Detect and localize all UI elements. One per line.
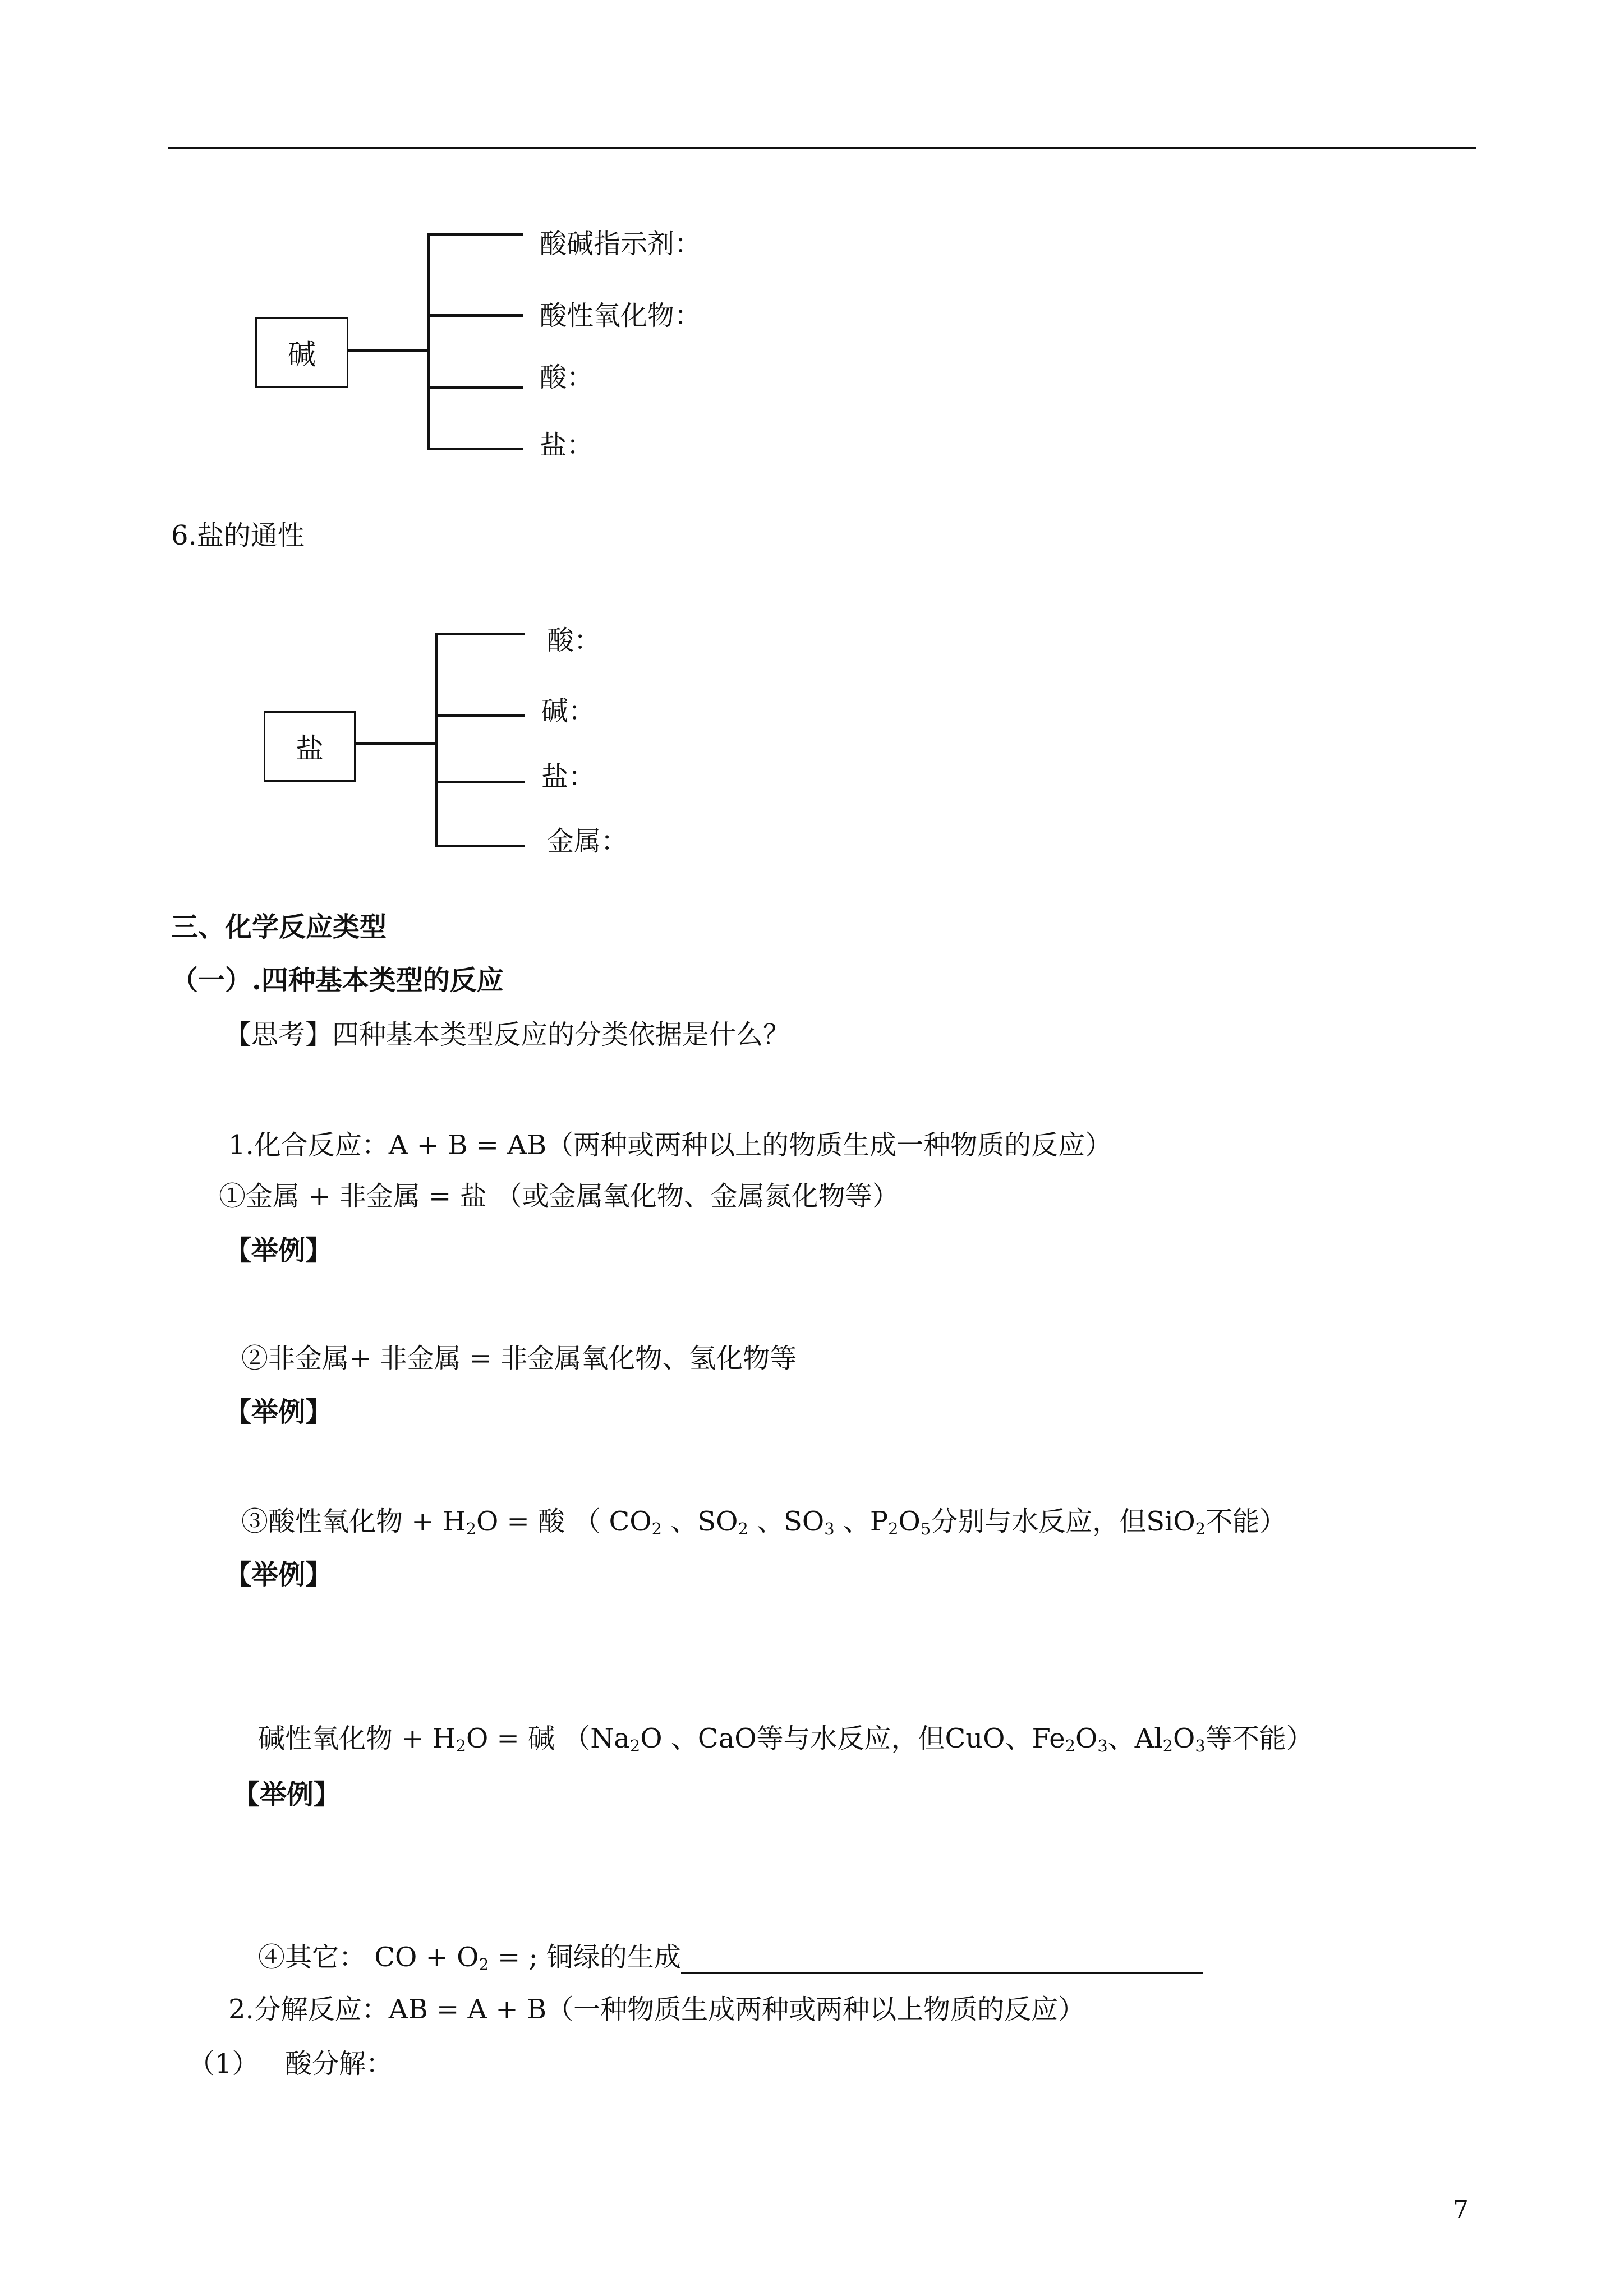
bracket-branch bbox=[427, 314, 523, 317]
section-heading: 三、化学反应类型 bbox=[171, 911, 387, 943]
connector-line bbox=[354, 742, 437, 745]
combination-item-1: ①金属 + 非金属 = 盐 （或金属氧化物、金属氮化物等） bbox=[219, 1181, 899, 1212]
decomposition-item-1-text: 酸分解： bbox=[285, 2048, 393, 2080]
branch-label: 盐： bbox=[540, 430, 594, 461]
example-label: 【举例】 bbox=[233, 1779, 341, 1810]
bracket-branch bbox=[427, 448, 523, 450]
section-title: 6.盐的通性 bbox=[171, 520, 305, 551]
branch-label: 酸性氧化物： bbox=[540, 300, 702, 331]
branch-label: 酸： bbox=[540, 362, 594, 393]
branch-label: 酸： bbox=[547, 625, 601, 656]
diagram-center-label: 盐 bbox=[296, 732, 324, 765]
basic-oxide-reaction: 碱性氧化物 + $H_2O$ = 碱 （$Na_2O$ 、CaO等与水反应，但CuO、$Fe_2O_3$、$Al_2O_3$等不能） bbox=[258, 1723, 1313, 1756]
branch-label: 酸碱指示剂： bbox=[540, 228, 702, 260]
bracket-branch bbox=[435, 714, 525, 717]
combination-title: 1.化合反应：A + B = AB（两种或两种以上的物质生成一种物质的反应） bbox=[228, 1129, 1112, 1161]
branch-label: 盐： bbox=[541, 761, 596, 792]
think-prompt: 【思考】四种基本类型反应的分类依据是什么？ bbox=[224, 1019, 790, 1050]
bracket-branch bbox=[435, 845, 525, 847]
diagram-center-box bbox=[255, 317, 348, 388]
page-number: 7 bbox=[1453, 2196, 1469, 2224]
subsection-heading: （一）.四种基本类型的反应 bbox=[171, 965, 504, 996]
branch-label: 金属： bbox=[547, 826, 628, 857]
bracket-branch bbox=[427, 233, 523, 236]
combination-other: ④其它： CO + $O_2$ = ; 铜绿的生成 bbox=[258, 1940, 1203, 1974]
example-label: 【举例】 bbox=[224, 1235, 333, 1266]
bracket-branch bbox=[427, 386, 523, 389]
combination-item-3: ③酸性氧化物 + $H_2O$ = 酸 （ $CO_2$ 、$SO_2$ 、$SO_3$ 、$P_2O_5$分别与水反应，但SiO$_2$不能） bbox=[241, 1506, 1287, 1539]
header-rule bbox=[168, 147, 1476, 149]
bracket-vertical bbox=[435, 633, 438, 847]
bracket-branch bbox=[435, 781, 525, 783]
combination-item-2: ②非金属+ 非金属 = 非金属氧化物、氢化物等 bbox=[241, 1343, 797, 1374]
connector-line bbox=[347, 349, 430, 352]
decomposition-title: 2.分解反应：AB = A + B（一种物质生成两种或两种以上物质的反应） bbox=[228, 1994, 1085, 2025]
diagram-center-box bbox=[264, 711, 356, 782]
fill-in-blank[interactable] bbox=[681, 1944, 1203, 1974]
decomposition-item-1-number: （1） bbox=[188, 2048, 259, 2080]
example-label: 【举例】 bbox=[224, 1559, 333, 1590]
bracket-vertical bbox=[427, 233, 430, 450]
diagram-center-label: 碱 bbox=[288, 338, 316, 371]
example-label: 【举例】 bbox=[224, 1396, 333, 1428]
bracket-branch bbox=[435, 633, 525, 635]
branch-label: 碱： bbox=[541, 695, 596, 727]
